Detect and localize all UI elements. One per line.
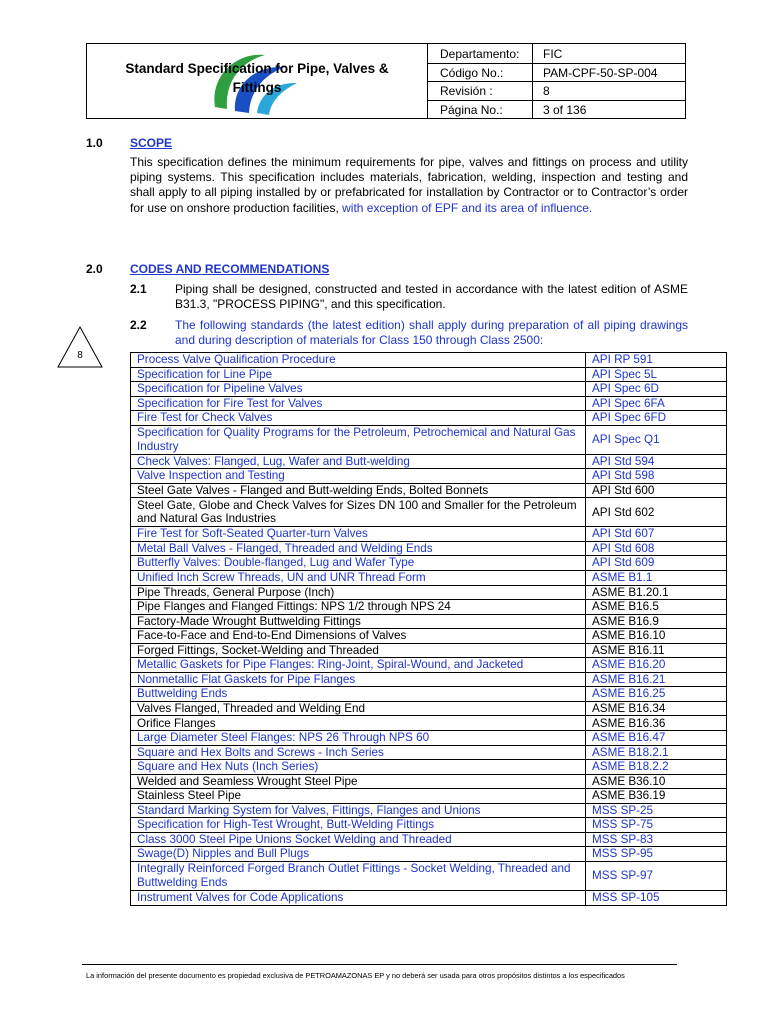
table-row xyxy=(131,571,727,586)
table-row xyxy=(131,774,727,789)
standard-code: API Spec 6FD xyxy=(586,411,727,426)
standard-code: ASME B36.19 xyxy=(586,789,727,804)
table-row xyxy=(131,483,727,498)
table-row xyxy=(131,760,727,775)
field-label: Departamento: xyxy=(440,47,520,61)
standard-title: Specification for High-Test Wrought, Butt-Welding Fittings xyxy=(131,818,586,833)
table-row xyxy=(131,861,727,890)
header-title-cell xyxy=(87,44,428,118)
standard-title: Metallic Gaskets for Pipe Flanges: Ring-Joint, Spiral-Wound, and Jacketed xyxy=(131,658,586,673)
table-row xyxy=(131,614,727,629)
standard-title: Class 3000 Steel Pipe Unions Socket Welding and Threaded xyxy=(131,832,586,847)
document-title-line1: Standard Specification for Pipe, Valves & xyxy=(125,61,389,76)
table-row xyxy=(131,643,727,658)
table-row xyxy=(131,890,727,905)
standard-code: ASME B16.21 xyxy=(586,672,727,687)
standard-code: API Spec 6FA xyxy=(586,396,727,411)
document-header xyxy=(86,43,686,119)
standard-title: Steel Gate, Globe and Check Valves for Sizes DN 100 and Smaller for the Petroleum and Natural Gas Industries xyxy=(131,498,586,527)
standard-code: ASME B16.47 xyxy=(586,731,727,746)
standard-title: Valve Inspection and Testing xyxy=(131,469,586,484)
standard-code: API Spec Q1 xyxy=(586,425,727,454)
field-value: PAM-CPF-50-SP-004 xyxy=(543,65,658,80)
standard-title: Fire Test for Check Valves xyxy=(131,411,586,426)
standard-title: Fire Test for Soft-Seated Quarter-turn Valves xyxy=(131,527,586,542)
table-row xyxy=(131,541,727,556)
section1-body xyxy=(130,155,688,216)
field-label: Código No.: xyxy=(440,65,504,80)
standard-code: ASME B16.25 xyxy=(586,687,727,702)
standard-code: API RP 591 xyxy=(586,353,727,368)
table-row xyxy=(131,789,727,804)
standard-title: Pipe Flanges and Flanged Fittings: NPS 1/2 through NPS 24 xyxy=(131,600,586,615)
standard-code: MSS SP-25 xyxy=(586,803,727,818)
table-row xyxy=(131,658,727,673)
revision-triangle-icon xyxy=(57,326,103,368)
standard-code: API Std 609 xyxy=(586,556,727,571)
standard-title: Unified Inch Screw Threads, UN and UNR Thread Form xyxy=(131,571,586,586)
standard-code: ASME B1.1 xyxy=(586,571,727,586)
document-title-line2: Fittings xyxy=(232,80,282,95)
standard-code: API Std 600 xyxy=(586,483,727,498)
table-row xyxy=(131,687,727,702)
field-departamento xyxy=(427,44,685,63)
standard-code: API Spec 6D xyxy=(586,382,727,397)
standard-code: ASME B16.36 xyxy=(586,716,727,731)
standard-code: MSS SP-75 xyxy=(586,818,727,833)
table-row xyxy=(131,629,727,644)
footer-disclaimer: La información del presente documento es propiedad exclusiva de PETROAMAZONAS EP y no deberá ser usada para otros propósitos distintos a los especificados xyxy=(86,971,625,980)
standard-title: Instrument Valves for Code Applications xyxy=(131,890,586,905)
standard-code: API Std 608 xyxy=(586,541,727,556)
standards-table xyxy=(130,352,727,906)
table-row xyxy=(131,367,727,382)
standard-title: Valves Flanged, Threaded and Welding End xyxy=(131,701,586,716)
table-row xyxy=(131,731,727,746)
table-row xyxy=(131,716,727,731)
revision-number: 8 xyxy=(77,350,83,361)
standard-title: Standard Marking System for Valves, Fittings, Flanges and Unions xyxy=(131,803,586,818)
standard-code: ASME B16.9 xyxy=(586,614,727,629)
table-row xyxy=(131,556,727,571)
standard-code: API Spec 5L xyxy=(586,367,727,382)
standard-code: API Std 602 xyxy=(586,498,727,527)
table-row xyxy=(131,745,727,760)
section1-number: 1.0 xyxy=(86,136,103,150)
standard-code: ASME B16.20 xyxy=(586,658,727,673)
standard-title: Forged Fittings, Socket-Welding and Threaded xyxy=(131,643,586,658)
section1-body-revised-text: with exception of EPF and its area of influence. xyxy=(342,200,593,215)
standard-code: MSS SP-105 xyxy=(586,890,727,905)
table-row xyxy=(131,672,727,687)
standard-code: ASME B16.10 xyxy=(586,629,727,644)
standard-code: MSS SP-95 xyxy=(586,847,727,862)
table-row xyxy=(131,498,727,527)
field-value: 3 of 136 xyxy=(543,102,587,117)
standard-title: Specification for Pipeline Valves xyxy=(131,382,586,397)
table-row xyxy=(131,396,727,411)
standard-title: Square and Hex Nuts (Inch Series) xyxy=(131,760,586,775)
field-label: Página No.: xyxy=(440,102,503,117)
standard-code: ASME B16.11 xyxy=(586,643,727,658)
standard-code: API Std 607 xyxy=(586,527,727,542)
standard-code: ASME B1.20.1 xyxy=(586,585,727,600)
standard-title: Butterfly Valves: Double-flanged, Lug and Wafer Type xyxy=(131,556,586,571)
field-codigo xyxy=(427,63,685,82)
standard-title: Specification for Quality Programs for the Petroleum, Petrochemical and Natural Gas Industry xyxy=(131,425,586,454)
standard-title: Integrally Reinforced Forged Branch Outlet Fittings - Socket Welding, Threaded and Buttwelding Ends xyxy=(131,861,586,890)
field-value: 8 xyxy=(543,84,550,98)
subsection-2-2-text: The following standards (the latest edition) shall apply during preparation of all piping drawings and during description of materials for Class 150 through Class 2500: xyxy=(175,318,688,348)
table-row xyxy=(131,818,727,833)
table-row xyxy=(131,382,727,397)
table-row xyxy=(131,585,727,600)
table-row xyxy=(131,353,727,368)
standard-title: Specification for Fire Test for Valves xyxy=(131,396,586,411)
standard-title: Factory-Made Wrought Buttwelding Fittings xyxy=(131,614,586,629)
field-pagina xyxy=(427,100,685,119)
table-row xyxy=(131,600,727,615)
standard-code: MSS SP-83 xyxy=(586,832,727,847)
standard-title: Stainless Steel Pipe xyxy=(131,789,586,804)
standard-title: Face-to-Face and End-to-End Dimensions of Valves xyxy=(131,629,586,644)
standard-title: Buttwelding Ends xyxy=(131,687,586,702)
field-value: FIC xyxy=(543,47,563,61)
standard-code: ASME B16.34 xyxy=(586,701,727,716)
standard-title: Orifice Flanges xyxy=(131,716,586,731)
standard-title: Large Diameter Steel Flanges: NPS 26 Through NPS 60 xyxy=(131,731,586,746)
table-row xyxy=(131,527,727,542)
table-row xyxy=(131,454,727,469)
table-row xyxy=(131,411,727,426)
standard-title: Pipe Threads, General Purpose (Inch) xyxy=(131,585,586,600)
table-row xyxy=(131,803,727,818)
subsection-2-2-number: 2.2 xyxy=(130,318,147,332)
standard-title: Nonmetallic Flat Gaskets for Pipe Flanges xyxy=(131,672,586,687)
standard-code: ASME B18.2.1 xyxy=(586,745,727,760)
standard-code: ASME B36.10 xyxy=(586,774,727,789)
section1-title[interactable]: SCOPE xyxy=(130,136,173,150)
footer-divider xyxy=(82,964,677,965)
standard-title: Specification for Line Pipe xyxy=(131,367,586,382)
table-row xyxy=(131,701,727,716)
table-row xyxy=(131,469,727,484)
subsection-2-1-number: 2.1 xyxy=(130,282,147,296)
section1-body-text: This specification defines the minimum requirements for pipe, valves and fittings on process and utility piping systems. This specification includes materials, fabrication, welding, inspection and testing and shall apply to all piping installed by or prefabricated for installation by Contractor or to Contractor’s order for use on onshore production facilities, xyxy=(130,155,688,215)
section2-title[interactable]: CODES AND RECOMMENDATIONS xyxy=(130,262,330,276)
standard-title: Metal Ball Valves - Flanged, Threaded and Welding Ends xyxy=(131,541,586,556)
standard-code: API Std 594 xyxy=(586,454,727,469)
table-row xyxy=(131,425,727,454)
standard-code: MSS SP-97 xyxy=(586,861,727,890)
header-fields xyxy=(427,44,685,118)
document-title xyxy=(87,59,427,97)
standard-code: ASME B16.5 xyxy=(586,600,727,615)
field-revision xyxy=(427,81,685,100)
table-row xyxy=(131,847,727,862)
standard-title: Welded and Seamless Wrought Steel Pipe xyxy=(131,774,586,789)
standard-title: Check Valves: Flanged, Lug, Wafer and Butt-welding xyxy=(131,454,586,469)
standard-title: Process Valve Qualification Procedure xyxy=(131,353,586,368)
section2-number: 2.0 xyxy=(86,262,103,276)
field-label: Revisión : xyxy=(440,84,493,98)
standard-code: API Std 598 xyxy=(586,469,727,484)
subsection-2-1-text: Piping shall be designed, constructed and tested in accordance with the latest edition of ASME B31.3, "PROCESS PIPING", and this specification. xyxy=(175,282,688,312)
standard-title: Swage(D) Nipples and Bull Plugs xyxy=(131,847,586,862)
table-row xyxy=(131,832,727,847)
standard-title: Square and Hex Bolts and Screws - Inch Series xyxy=(131,745,586,760)
standard-title: Steel Gate Valves - Flanged and Butt-welding Ends, Bolted Bonnets xyxy=(131,483,586,498)
standard-code: ASME B18.2.2 xyxy=(586,760,727,775)
